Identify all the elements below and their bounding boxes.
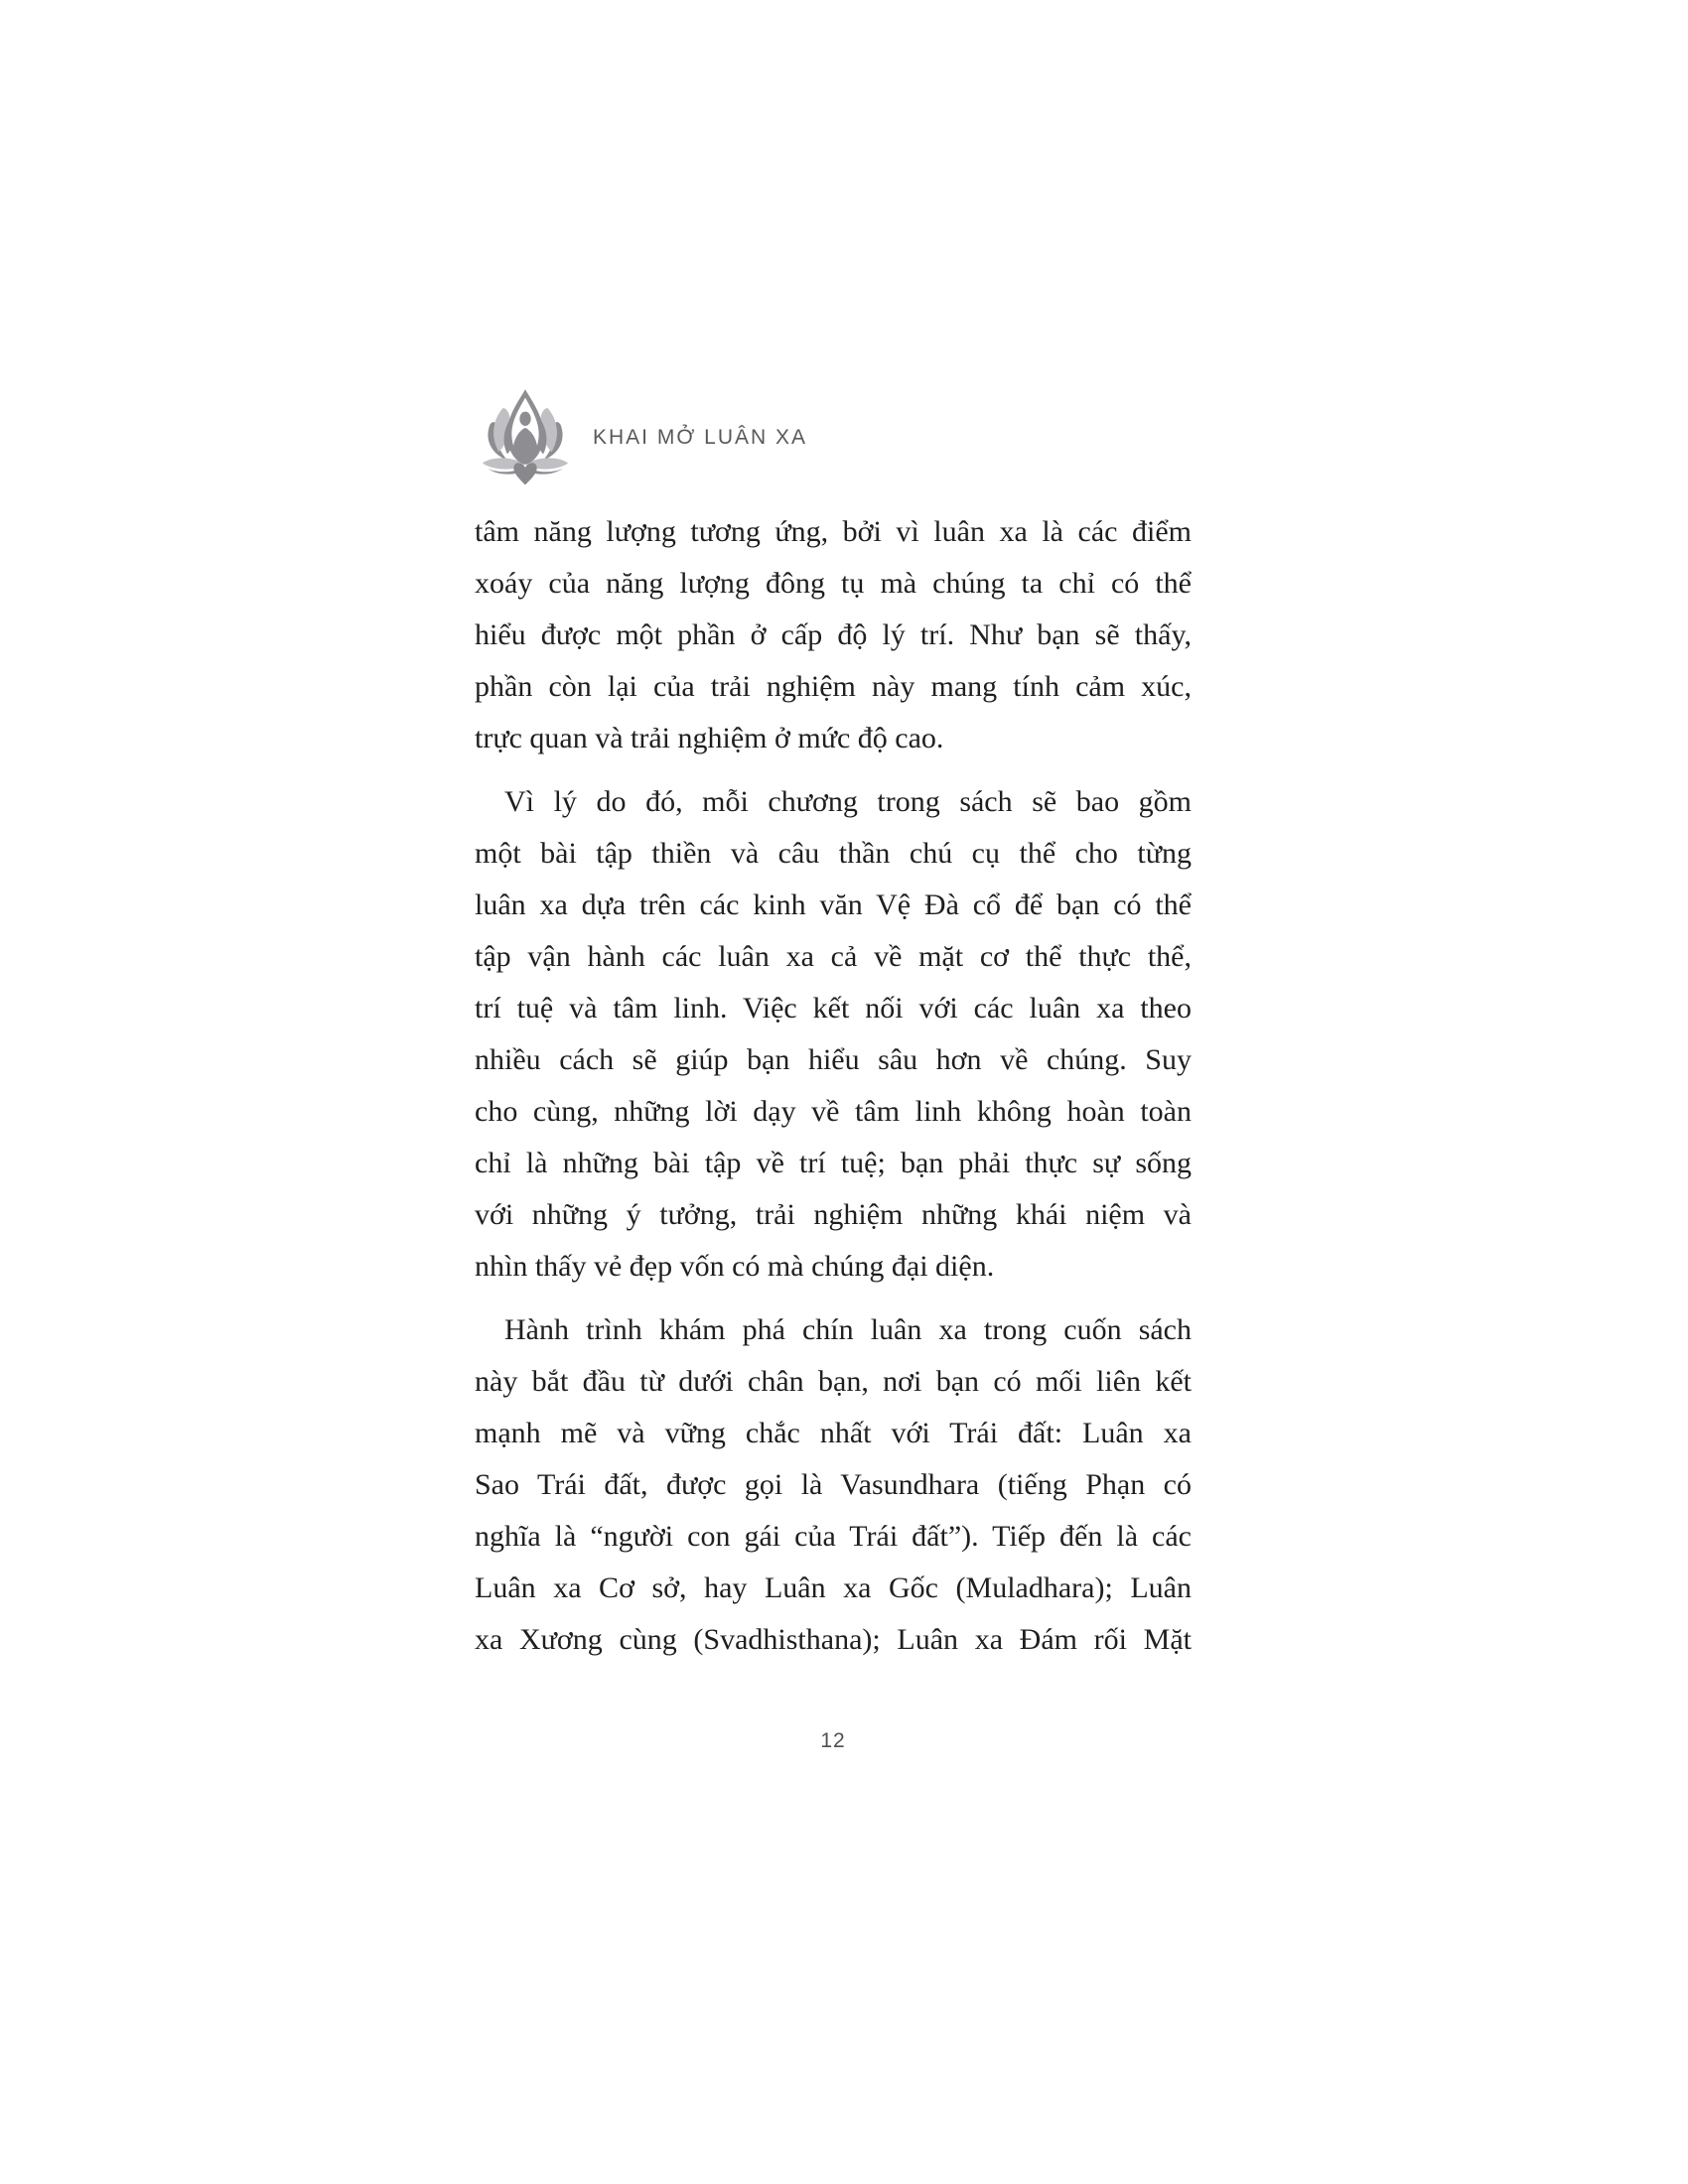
text-line: cho cùng, những lời dạy về tâm linh không hoàn toàn [475,1095,1192,1128]
page-footer [475,1729,1192,1753]
text-line: trực quan và trải nghiệm ở mức độ cao. [475,722,944,754]
paragraph-2 [475,776,1192,1293]
text-line: một bài tập thiền và câu thần chú cụ thể cho từng [475,837,1192,870]
text-line: phần còn lại của trải nghiệm này mang tính cảm xúc, [475,670,1192,703]
text-line: Sao Trái đất, được gọi là Vasundhara (tiếng Phạn có [475,1468,1192,1501]
text-line: xa Xương cùng (Svadhisthana); Luân xa Đám rối Mặt [475,1623,1192,1656]
lotus-meditation-logo-icon [480,387,571,486]
text-line: Luân xa Cơ sở, hay Luân xa Gốc (Muladhara); Luân [475,1571,1192,1604]
paragraph-1 [475,506,1192,764]
text-line: chỉ là những bài tập về trí tuệ; bạn phải thực sự sống [475,1147,1192,1179]
text-line: nhìn thấy vẻ đẹp vốn có mà chúng đại diện. [475,1250,995,1283]
text-line: xoáy của năng lượng đông tụ mà chúng ta chỉ có thể [475,567,1192,600]
text-line: tâm năng lượng tương ứng, bởi vì luân xa là các điểm [475,515,1192,548]
text-line: trí tuệ và tâm linh. Việc kết nối với các luân xa theo [475,992,1192,1024]
text-line: với những ý tưởng, trải nghiệm những khái niệm và [475,1198,1192,1231]
text-line: này bắt đầu từ dưới chân bạn, nơi bạn có mối liên kết [475,1365,1192,1398]
text-line: luân xa dựa trên các kinh văn Vệ Đà cổ để bạn có thể [475,888,1192,921]
paragraph-3 [475,1304,1192,1666]
text-line: mạnh mẽ và vững chắc nhất với Trái đất: Luân xa [475,1417,1192,1449]
text-line: tập vận hành các luân xa cả về mặt cơ thể thực thể, [475,940,1192,973]
text-line: Hành trình khám phá chín luân xa trong cuốn sách [504,1313,1192,1346]
running-head-title: KHAI MỞ LUÂN XA [593,426,808,449]
page-body [475,506,1192,1666]
text-line: Vì lý do đó, mỗi chương trong sách sẽ bao gồm [504,785,1192,818]
text-line: nghĩa là “người con gái của Trái đất”). Tiếp đến là các [475,1520,1192,1553]
running-header [480,387,807,486]
page-number: 12 [820,1729,846,1752]
text-line: hiểu được một phần ở cấp độ lý trí. Như bạn sẽ thấy, [475,618,1192,651]
text-line: nhiều cách sẽ giúp bạn hiểu sâu hơn về chúng. Suy [475,1043,1192,1076]
